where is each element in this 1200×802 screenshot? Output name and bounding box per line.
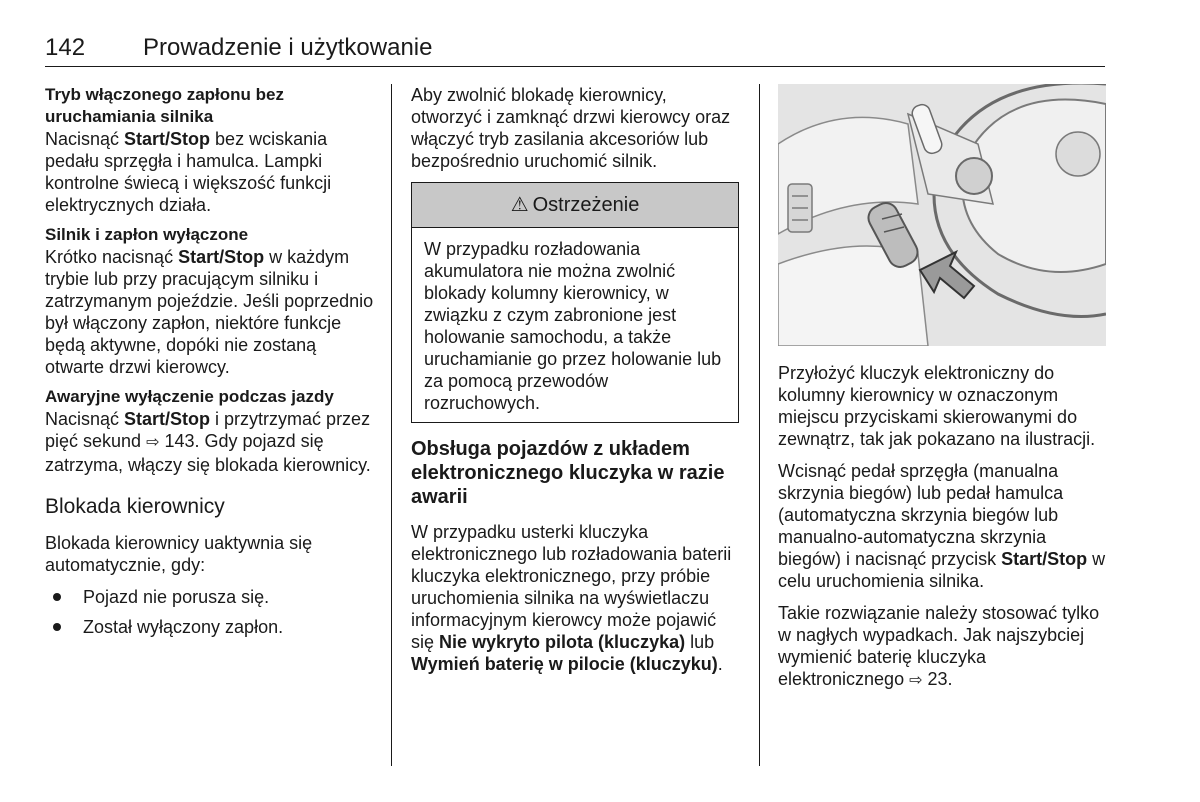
page-number: 142 [45, 34, 86, 61]
column-middle [411, 84, 741, 685]
subsection-title: Awaryjne wyłączenie podczas jazdy [45, 387, 334, 406]
cross-reference-arrow-icon: ⇨ [909, 672, 923, 689]
text: . [717, 654, 723, 674]
paragraph [411, 521, 741, 675]
subsection-title: Silnik i zapłon wyłączone [45, 225, 249, 244]
bold-text: Start/Stop [124, 129, 211, 149]
warning-triangle-icon: ⚠ [510, 194, 529, 216]
page-title: Prowadzenie i użytkowanie [143, 34, 433, 61]
paragraph [778, 460, 1108, 592]
column-right [778, 362, 1108, 702]
paragraph: Blokada kierownicy uaktywnia się automatycznie, gdy: [45, 533, 313, 575]
bold-text: Start/Stop [178, 247, 265, 267]
text: Wcisnąć pedał sprzęgła (manualna skrzynia biegów) lub pedał hamulca (automatyczna skrzynia biegów lub manualno-automatyczna skrzynia biegów) i nacisnąć przycisk [778, 461, 1064, 569]
page-header [45, 34, 1105, 67]
bold-text: Wymień baterię w pilocie (kluczyku) [411, 654, 718, 674]
paragraph [45, 224, 375, 378]
list-item-text: Został wyłączony zapłon. [83, 617, 284, 637]
section-heading: Obsługa pojazdów z układem elektronicznego kluczyka w razie awarii [411, 438, 725, 508]
subsection-title: Tryb włączonego zapłonu bez uruchamiania silnika [45, 85, 284, 126]
paragraph [778, 602, 1108, 692]
text: bez wciskania pedału sprzęgła i hamulca. Lampki kontrolne świecą i większość funkcji elektrycznych działa. [45, 129, 332, 215]
bold-text: Start/Stop [124, 409, 211, 429]
text: Nacisnąć [45, 129, 125, 149]
text: Nacisnąć [45, 409, 125, 429]
paragraph [45, 386, 375, 476]
text: 143. Gdy pojazd się zatrzyma, włączy się blokada kierownicy. [45, 431, 371, 475]
text: Krótko nacisnąć [45, 247, 179, 267]
warning-text: W przypadku rozładowania akumulatora nie można zwolnić blokady kolumny kierownicy, w związku z czym zabronione jest holowanie samochodu, a także uruchamianie go przez holowanie lub za pomocą przewodów rozruchowych. [424, 239, 722, 413]
text: W przypadku usterki kluczyka elektronicznego lub rozładowania baterii kluczyka elektronicznego, przy próbie uruchomienia silnika na wyświetlaczu informacyjnym kierowcy może pojawić się [411, 522, 732, 652]
warning-header [412, 183, 738, 228]
text: 23. [922, 669, 953, 689]
cross-reference-arrow-icon: ⇨ [146, 434, 160, 451]
paragraph [45, 84, 375, 216]
column-divider [759, 84, 760, 766]
bold-text: Start/Stop [1001, 549, 1088, 569]
steering-column-key-icon [778, 84, 1106, 346]
list-item-text: Pojazd nie porusza się. [83, 587, 270, 607]
list-item [45, 616, 375, 638]
bullet-icon [53, 623, 61, 631]
warning-title: Ostrzeżenie [532, 194, 640, 216]
bold-text: Nie wykryto pilota (kluczyka) [439, 632, 686, 652]
bullet-icon [53, 593, 61, 601]
text: i przytrzymać przez pięć sekund [45, 409, 371, 451]
section-heading: Blokada kierownicy [45, 495, 225, 518]
list-item [45, 586, 375, 608]
text: Takie rozwiązanie należy stosować tylko w nagłych wypadkach. Jak najszybciej wymienić baterię kluczyka elektronicznego [778, 603, 1100, 689]
paragraph: Przyłożyć kluczyk elektroniczny do kolumny kierownicy w oznaczonym miejscu przyciskami skierowanymi do zewnątrz, tak jak pokazano na ilustracji. [778, 363, 1096, 449]
text: w każdym trybie lub przy pracującym silniku i zatrzymanym pojeździe. Jeśli poprzednio był włączony zapłon, niektóre funkcje będą aktywne, dopóki nie zostaną otwarte drzwi kierowcy. [45, 247, 374, 377]
steering-column-illustration [778, 84, 1106, 346]
paragraph: Aby zwolnić blokadę kierownicy, otworzyć i zamknąć drzwi kierowcy oraz włączyć tryb zasilania akcesoriów lub bezpośrednio uruchomić silnik. [411, 85, 731, 171]
text: w celu uruchomienia silnika. [778, 549, 1106, 591]
column-divider [391, 84, 392, 766]
warning-box [411, 182, 739, 423]
column-left [45, 84, 375, 646]
text: lub [685, 632, 715, 652]
